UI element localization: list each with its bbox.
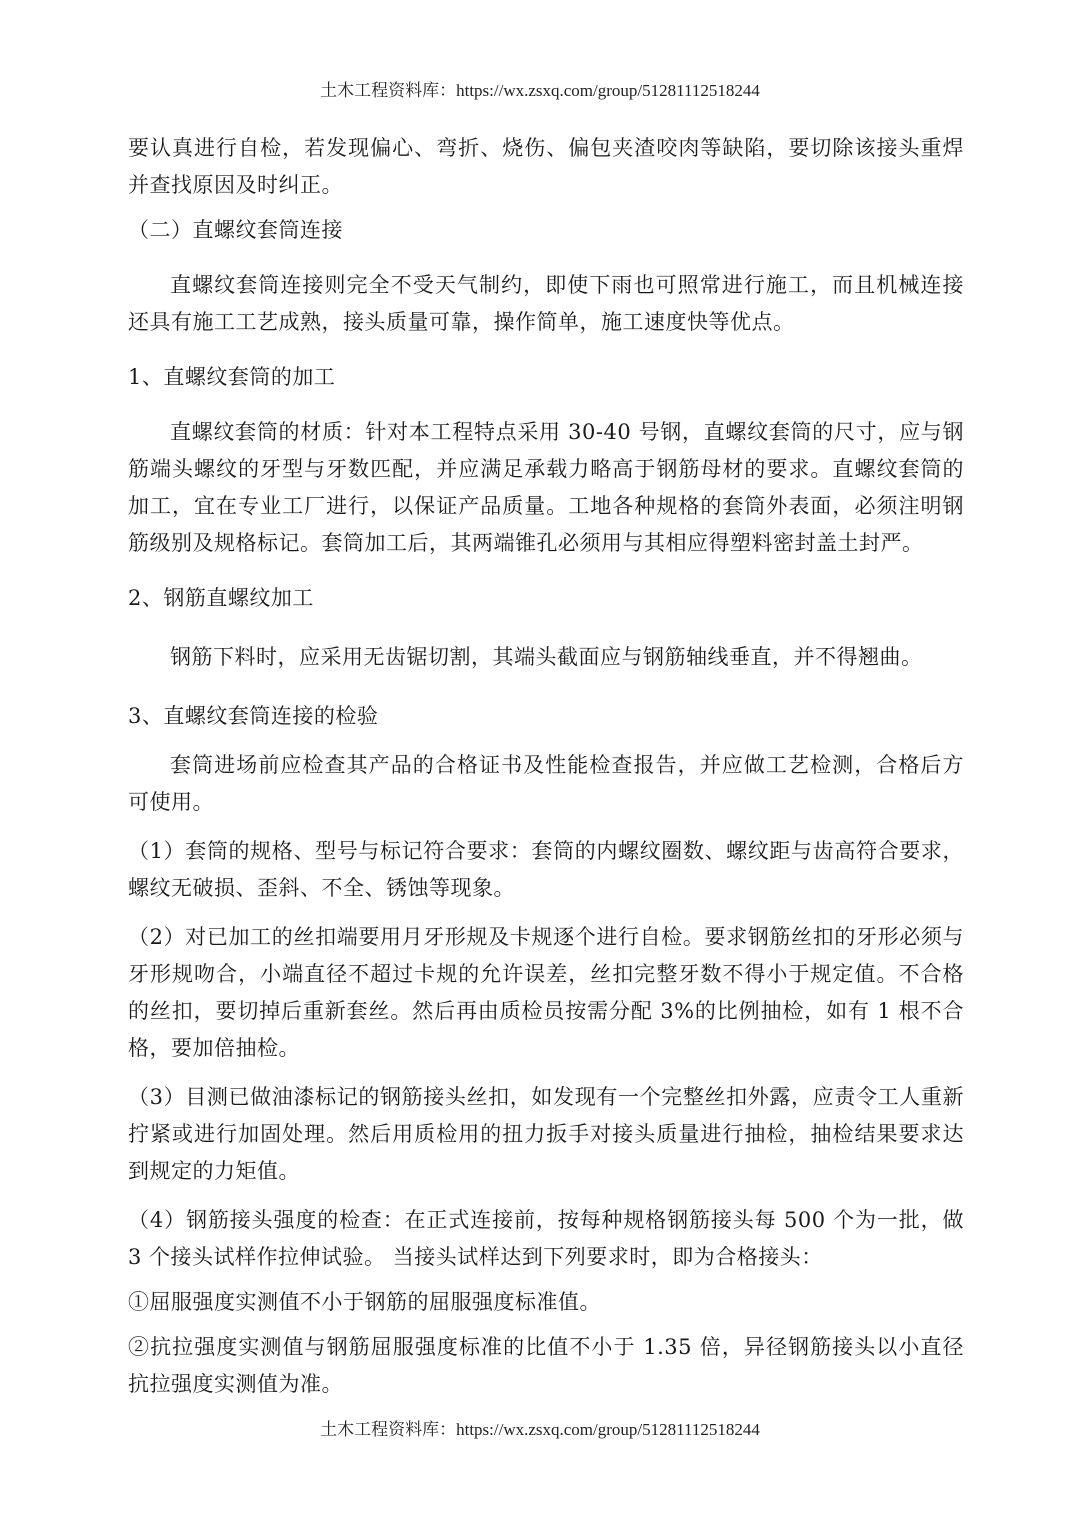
subheading-rebar-thread-processing: 2、钢筋直螺纹加工: [128, 586, 314, 610]
section-heading-straight-thread-sleeve: （二）直螺纹套筒连接: [128, 218, 343, 242]
paragraph-rebar-thread-processing: 钢筋下料时，应采用无齿锯切割，其端头截面应与钢筋轴线垂直，并不得翘曲。: [170, 645, 923, 669]
requirement-1: ①屈服强度实测值不小于钢筋的屈服强度标准值。: [128, 1290, 601, 1314]
requirement-2: ②抗拉强度实测值与钢筋屈服强度标准的比值不小于 1.35 倍，异径钢筋接头以小直径抗拉强度实测值为准。: [128, 1335, 964, 1396]
subheading-sleeve-processing: 1、直螺纹套筒的加工: [128, 365, 336, 389]
page-footer: 土木工程资料库：https://wx.zsxq.com/group/51281112518244: [320, 1420, 760, 1439]
paragraph-section-intro: 直螺纹套筒连接则完全不受天气制约，即使下雨也可照常进行施工，而且机械连接还具有施工工艺成熟，接头质量可靠，操作简单，施工速度快等优点。: [128, 273, 964, 334]
page-header: 土木工程资料库：https://wx.zsxq.com/group/51281112518244: [320, 81, 760, 100]
document-body: [128, 130, 964, 1403]
list-item-1: （1）套筒的规格、型号与标记符合要求：套筒的内螺纹圈数、螺纹距与齿高符合要求，螺纹无破损、歪斜、不全、锈蚀等现象。: [128, 839, 964, 900]
list-item-4: （4）钢筋接头强度的检查：在正式连接前，按每种规格钢筋接头每 500 个为一批，做 3 个接头试样作拉伸试验。 当接头试样达到下列要求时，即为合格接头：: [128, 1208, 964, 1269]
paragraph-sleeve-processing: 直螺纹套筒的材质：针对本工程特点采用 30-40 号钢，直螺纹套筒的尺寸，应与钢筋端头螺纹的牙型与牙数匹配，并应满足承载力略高于钢筋母材的要求。直螺纹套筒的加工，宜在专业工厂进行，以保证产品质量。工地各种规格的套筒外表面，必须注明钢筋级别及规格标记。套筒加工后，其两端锥孔必须用与其相应得塑料密封盖土封严。: [128, 420, 964, 555]
list-item-2: （2）对已加工的丝扣端要用月牙形规及卡规逐个进行自检。要求钢筋丝扣的牙形必须与牙形规吻合，小端直径不超过卡规的允许误差，丝扣完整牙数不得小于规定值。不合格的丝扣，要切掉后重新套丝。然后再由质检员按需分配 3%的比例抽检，如有 1 根不合格，要加倍抽检。: [128, 925, 964, 1060]
list-item-3: （3）目测已做油漆标记的钢筋接头丝扣，如发现有一个完整丝扣外露，应责令工人重新拧紧或进行加固处理。然后用质检用的扭力扳手对接头质量进行抽检，抽检结果要求达到规定的力矩值。: [128, 1085, 964, 1183]
subheading-connection-inspection: 3、直螺纹套筒连接的检验: [128, 704, 379, 728]
paragraph-connection-inspection: 套筒进场前应检查其产品的合格证书及性能检查报告，并应做工艺检测，合格后方可使用。: [128, 753, 964, 814]
paragraph-continuation: 要认真进行自检，若发现偏心、弯折、烧伤、偏包夹渣咬肉等缺陷，要切除该接头重焊并查找原因及时纠正。: [128, 136, 964, 197]
